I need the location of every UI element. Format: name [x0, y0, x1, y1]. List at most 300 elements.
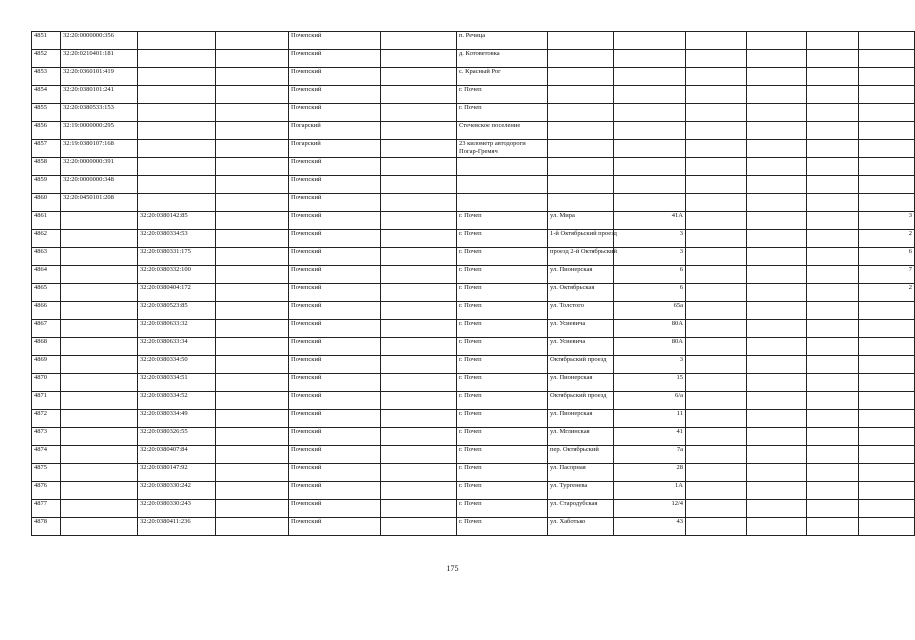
- cell-empty-col: [216, 248, 289, 266]
- cell-empty-col: [216, 68, 289, 86]
- cell-empty-col: [807, 284, 859, 302]
- cell-cadastral-number-old: 32:20:0380533:153: [61, 104, 138, 122]
- cell-district: Почепский: [289, 32, 381, 50]
- cell-district: Погарский: [289, 140, 381, 158]
- cell-street: [548, 194, 614, 212]
- cell-row-number: 4860: [32, 194, 61, 212]
- cell-empty-col: [747, 158, 807, 176]
- cell-cadastral-number-old: 32:20:0000000:356: [61, 32, 138, 50]
- cell-empty-col: [381, 176, 457, 194]
- cell-row-number: 4865: [32, 284, 61, 302]
- cell-district: Почепский: [289, 320, 381, 338]
- cell-cadastral-number: [138, 194, 216, 212]
- cell-empty-col: [747, 392, 807, 410]
- cell-row-number: 4867: [32, 320, 61, 338]
- cell-empty-col: [747, 230, 807, 248]
- table-row: [32, 410, 915, 428]
- cell-empty-col: [686, 446, 747, 464]
- cell-locality: г. Почеп: [457, 410, 548, 428]
- cell-locality: г. Почеп: [457, 212, 548, 230]
- cell-extra-number: [859, 446, 915, 464]
- cell-empty-col: [686, 122, 747, 140]
- cell-empty-col: [807, 518, 859, 536]
- cell-row-number: 4871: [32, 392, 61, 410]
- cell-empty-col: [807, 32, 859, 50]
- cell-empty-col: [747, 194, 807, 212]
- cell-street: ул. Хаботько: [548, 518, 614, 536]
- cell-locality: г. Почеп: [457, 356, 548, 374]
- cell-empty-col: [807, 482, 859, 500]
- cell-row-number: 4863: [32, 248, 61, 266]
- cell-row-number: 4862: [32, 230, 61, 248]
- cell-locality: г. Почеп: [457, 482, 548, 500]
- cell-empty-col: [807, 392, 859, 410]
- cell-empty-col: [807, 374, 859, 392]
- cell-row-number: 4870: [32, 374, 61, 392]
- cell-extra-number: [859, 122, 915, 140]
- cell-extra-number: [859, 464, 915, 482]
- cell-locality: г. Почеп: [457, 338, 548, 356]
- cell-house-number: 15: [614, 374, 686, 392]
- cell-street: ул. Пионерская: [548, 374, 614, 392]
- cell-cadastral-number-old: 32:20:0360101:419: [61, 68, 138, 86]
- cell-empty-col: [686, 428, 747, 446]
- cell-extra-number: 6: [859, 248, 915, 266]
- cell-cadastral-number-old: [61, 428, 138, 446]
- cell-street: ул. Пасорная: [548, 464, 614, 482]
- table-row: [32, 446, 915, 464]
- cell-cadastral-number-old: [61, 302, 138, 320]
- cell-empty-col: [747, 248, 807, 266]
- cell-empty-col: [381, 50, 457, 68]
- cell-row-number: 4854: [32, 86, 61, 104]
- cell-locality: г. Почеп: [457, 86, 548, 104]
- cell-cadastral-number-old: [61, 374, 138, 392]
- cell-street: [548, 140, 614, 158]
- cell-row-number: 4855: [32, 104, 61, 122]
- cell-cadastral-number-old: [61, 356, 138, 374]
- cell-empty-col: [381, 338, 457, 356]
- table-row: [32, 284, 915, 302]
- table-row: [32, 266, 915, 284]
- cell-empty-col: [686, 392, 747, 410]
- cell-row-number: 4853: [32, 68, 61, 86]
- cell-empty-col: [216, 32, 289, 50]
- cell-locality: г. Почеп: [457, 266, 548, 284]
- cell-cadastral-number-old: [61, 338, 138, 356]
- cell-empty-col: [216, 320, 289, 338]
- cell-empty-col: [747, 176, 807, 194]
- table-row: [32, 518, 915, 536]
- cell-street: ул. Пионерская: [548, 410, 614, 428]
- cell-extra-number: [859, 158, 915, 176]
- cell-row-number: 4866: [32, 302, 61, 320]
- cell-cadastral-number: 32:20:0380334:53: [138, 230, 216, 248]
- cell-empty-col: [216, 338, 289, 356]
- cell-cadastral-number-old: [61, 392, 138, 410]
- cell-locality: п. Речица: [457, 32, 548, 50]
- cell-locality: г. Почеп: [457, 302, 548, 320]
- cell-empty-col: [747, 140, 807, 158]
- cell-district: Почепский: [289, 482, 381, 500]
- table-row: [32, 122, 915, 140]
- cell-empty-col: [807, 230, 859, 248]
- cell-house-number: 7а: [614, 446, 686, 464]
- cell-row-number: 4859: [32, 176, 61, 194]
- cell-empty-col: [686, 500, 747, 518]
- cell-extra-number: [859, 482, 915, 500]
- cell-house-number: [614, 68, 686, 86]
- cell-row-number: 4861: [32, 212, 61, 230]
- cell-empty-col: [686, 320, 747, 338]
- cell-empty-col: [807, 104, 859, 122]
- cell-empty-col: [216, 428, 289, 446]
- cell-empty-col: [747, 104, 807, 122]
- cell-empty-col: [807, 194, 859, 212]
- cell-empty-col: [686, 50, 747, 68]
- cell-district: Почепский: [289, 338, 381, 356]
- cell-district: Почепский: [289, 284, 381, 302]
- cell-house-number: 65а: [614, 302, 686, 320]
- cell-empty-col: [216, 158, 289, 176]
- cell-cadastral-number: 32:20:0380147:92: [138, 464, 216, 482]
- cell-row-number: 4864: [32, 266, 61, 284]
- cell-cadastral-number: 32:20:0380326:55: [138, 428, 216, 446]
- table-row: [32, 464, 915, 482]
- cell-empty-col: [686, 104, 747, 122]
- cell-empty-col: [807, 248, 859, 266]
- cell-empty-col: [216, 104, 289, 122]
- cell-empty-col: [381, 284, 457, 302]
- cell-locality: Стечевское поселение: [457, 122, 548, 140]
- cell-district: Погарский: [289, 122, 381, 140]
- cell-empty-col: [747, 86, 807, 104]
- cell-cadastral-number-old: 32:20:0000000:391: [61, 158, 138, 176]
- cell-empty-col: [216, 410, 289, 428]
- cell-cadastral-number-old: 32:20:0210401:181: [61, 50, 138, 68]
- cell-house-number: 6/а: [614, 392, 686, 410]
- cell-extra-number: 2: [859, 230, 915, 248]
- cell-empty-col: [381, 446, 457, 464]
- cell-street: Октябрьский проезд: [548, 392, 614, 410]
- cell-locality: [457, 194, 548, 212]
- cell-empty-col: [381, 392, 457, 410]
- cell-district: Почепский: [289, 176, 381, 194]
- cell-street: [548, 158, 614, 176]
- cell-cadastral-number: 32:20:0380407:84: [138, 446, 216, 464]
- cell-cadastral-number: 32:20:0380633:34: [138, 338, 216, 356]
- cell-cadastral-number-old: [61, 518, 138, 536]
- cell-empty-col: [381, 482, 457, 500]
- cell-district: Почепский: [289, 158, 381, 176]
- cell-empty-col: [686, 248, 747, 266]
- cell-cadastral-number: 32:20:0380142:85: [138, 212, 216, 230]
- cell-street: 1-й Октябрьский проезд: [548, 230, 614, 248]
- cell-empty-col: [216, 374, 289, 392]
- cell-cadastral-number-old: [61, 410, 138, 428]
- cell-row-number: 4857: [32, 140, 61, 158]
- table-row: [32, 482, 915, 500]
- cell-empty-col: [686, 302, 747, 320]
- cell-empty-col: [686, 266, 747, 284]
- cell-district: Почепский: [289, 230, 381, 248]
- cell-locality: 23 километр автодороги Погар-Гремяч: [457, 140, 548, 158]
- cell-row-number: 4875: [32, 464, 61, 482]
- cell-locality: г. Почеп: [457, 392, 548, 410]
- cell-district: Почепский: [289, 392, 381, 410]
- cell-street: ул. Пионерская: [548, 266, 614, 284]
- cell-empty-col: [686, 32, 747, 50]
- cell-cadastral-number: [138, 122, 216, 140]
- cell-cadastral-number-old: 32:20:0000000:348: [61, 176, 138, 194]
- cell-empty-col: [381, 320, 457, 338]
- cell-row-number: 4869: [32, 356, 61, 374]
- cell-empty-col: [807, 410, 859, 428]
- cell-extra-number: [859, 410, 915, 428]
- cell-row-number: 4851: [32, 32, 61, 50]
- cell-cadastral-number: 32:20:0380411:236: [138, 518, 216, 536]
- cell-locality: г. Почеп: [457, 446, 548, 464]
- cell-empty-col: [216, 392, 289, 410]
- table-row: [32, 374, 915, 392]
- cell-empty-col: [381, 230, 457, 248]
- cell-empty-col: [216, 518, 289, 536]
- cell-extra-number: [859, 392, 915, 410]
- cell-empty-col: [381, 410, 457, 428]
- cell-street: ул. Мглинская: [548, 428, 614, 446]
- cell-empty-col: [807, 464, 859, 482]
- cell-cadastral-number-old: [61, 212, 138, 230]
- cell-street: [548, 122, 614, 140]
- cell-extra-number: [859, 50, 915, 68]
- cell-street: ул. Толстого: [548, 302, 614, 320]
- cell-street: ул. Мира: [548, 212, 614, 230]
- cell-empty-col: [747, 428, 807, 446]
- cell-street: [548, 104, 614, 122]
- cell-house-number: 41: [614, 428, 686, 446]
- table-row: [32, 320, 915, 338]
- cell-empty-col: [747, 446, 807, 464]
- cell-empty-col: [381, 374, 457, 392]
- cell-empty-col: [381, 518, 457, 536]
- table-row: [32, 356, 915, 374]
- cell-cadastral-number: 32:20:0380331:175: [138, 248, 216, 266]
- cell-extra-number: 3: [859, 212, 915, 230]
- cell-street: [548, 32, 614, 50]
- cell-house-number: 1А: [614, 482, 686, 500]
- cell-cadastral-number: [138, 158, 216, 176]
- cell-empty-col: [686, 482, 747, 500]
- cell-house-number: 3: [614, 356, 686, 374]
- cell-empty-col: [381, 194, 457, 212]
- cell-empty-col: [747, 338, 807, 356]
- cell-empty-col: [686, 338, 747, 356]
- cell-cadastral-number: [138, 50, 216, 68]
- cell-cadastral-number-old: 32:20:0380101:241: [61, 86, 138, 104]
- cell-extra-number: [859, 140, 915, 158]
- cell-empty-col: [381, 464, 457, 482]
- cell-empty-col: [686, 464, 747, 482]
- cell-empty-col: [747, 356, 807, 374]
- cell-street: проезд 2-й Октябрьский: [548, 248, 614, 266]
- cell-empty-col: [381, 356, 457, 374]
- cell-empty-col: [807, 500, 859, 518]
- cell-empty-col: [216, 230, 289, 248]
- cell-house-number: 12/4: [614, 500, 686, 518]
- cell-house-number: [614, 194, 686, 212]
- cell-empty-col: [686, 86, 747, 104]
- cell-empty-col: [381, 302, 457, 320]
- cell-empty-col: [807, 320, 859, 338]
- cell-extra-number: 2: [859, 284, 915, 302]
- cell-empty-col: [807, 158, 859, 176]
- cell-locality: г. Почеп: [457, 518, 548, 536]
- cell-cadastral-number: 32:20:0380404:172: [138, 284, 216, 302]
- cell-house-number: [614, 158, 686, 176]
- table-row: [32, 302, 915, 320]
- cell-empty-col: [747, 212, 807, 230]
- cell-empty-col: [807, 428, 859, 446]
- cell-empty-col: [381, 122, 457, 140]
- cell-district: Почепский: [289, 194, 381, 212]
- cell-cadastral-number: [138, 86, 216, 104]
- cell-extra-number: [859, 356, 915, 374]
- cell-empty-col: [747, 32, 807, 50]
- cell-empty-col: [807, 338, 859, 356]
- cell-extra-number: 7: [859, 266, 915, 284]
- cell-district: Почепский: [289, 500, 381, 518]
- cell-cadastral-number-old: [61, 284, 138, 302]
- cell-empty-col: [686, 410, 747, 428]
- cell-extra-number: [859, 374, 915, 392]
- cell-locality: г. Почеп: [457, 248, 548, 266]
- cell-locality: д. Котоветовка: [457, 50, 548, 68]
- table-row: [32, 338, 915, 356]
- cell-district: Почепский: [289, 518, 381, 536]
- cell-empty-col: [216, 284, 289, 302]
- cell-empty-col: [216, 50, 289, 68]
- cell-district: Почепский: [289, 302, 381, 320]
- cell-locality: г. Почеп: [457, 320, 548, 338]
- cell-empty-col: [381, 86, 457, 104]
- cell-empty-col: [381, 266, 457, 284]
- cell-district: Почепский: [289, 86, 381, 104]
- cell-cadastral-number: [138, 104, 216, 122]
- table-row: [32, 50, 915, 68]
- cell-district: Почепский: [289, 446, 381, 464]
- cell-locality: г. Почеп: [457, 230, 548, 248]
- cell-empty-col: [381, 104, 457, 122]
- cell-empty-col: [747, 50, 807, 68]
- cell-district: Почепский: [289, 410, 381, 428]
- cell-cadastral-number: [138, 68, 216, 86]
- cell-locality: [457, 158, 548, 176]
- cell-empty-col: [381, 500, 457, 518]
- cell-empty-col: [807, 122, 859, 140]
- cell-extra-number: [859, 86, 915, 104]
- cell-house-number: [614, 32, 686, 50]
- cell-row-number: 4873: [32, 428, 61, 446]
- cell-house-number: [614, 122, 686, 140]
- cell-locality: г. Почеп: [457, 374, 548, 392]
- cell-row-number: 4858: [32, 158, 61, 176]
- cell-extra-number: [859, 32, 915, 50]
- table-row: [32, 392, 915, 410]
- table-row: [32, 158, 915, 176]
- cell-empty-col: [807, 68, 859, 86]
- cell-district: Почепский: [289, 428, 381, 446]
- cell-cadastral-number: 32:20:0380330:242: [138, 482, 216, 500]
- cell-row-number: 4872: [32, 410, 61, 428]
- cell-empty-col: [381, 32, 457, 50]
- cell-empty-col: [686, 194, 747, 212]
- cell-extra-number: [859, 68, 915, 86]
- table-row: [32, 248, 915, 266]
- cell-row-number: 4868: [32, 338, 61, 356]
- cell-cadastral-number-old: 32:19:0000000:295: [61, 122, 138, 140]
- cell-cadastral-number-old: 32:19:0380107:168: [61, 140, 138, 158]
- cell-street: ул. Тургенева: [548, 482, 614, 500]
- registry-body: [32, 32, 915, 536]
- cell-extra-number: [859, 338, 915, 356]
- cell-cadastral-number: 32:20:0380633:32: [138, 320, 216, 338]
- cell-cadastral-number-old: [61, 266, 138, 284]
- cell-house-number: 80А: [614, 338, 686, 356]
- cell-locality: г. Почеп: [457, 104, 548, 122]
- cell-district: Почепский: [289, 248, 381, 266]
- cell-empty-col: [807, 302, 859, 320]
- table-row: [32, 500, 915, 518]
- cell-cadastral-number-old: [61, 230, 138, 248]
- cell-locality: г. Почеп: [457, 464, 548, 482]
- cell-empty-col: [807, 212, 859, 230]
- cell-cadastral-number-old: [61, 446, 138, 464]
- cell-empty-col: [686, 140, 747, 158]
- cell-house-number: 43: [614, 518, 686, 536]
- cell-row-number: 4874: [32, 446, 61, 464]
- cell-street: ул. Усиевича: [548, 338, 614, 356]
- cell-empty-col: [747, 266, 807, 284]
- cell-empty-col: [381, 68, 457, 86]
- cell-cadastral-number-old: [61, 464, 138, 482]
- cell-extra-number: [859, 104, 915, 122]
- table-row: [32, 86, 915, 104]
- cell-empty-col: [686, 68, 747, 86]
- cell-extra-number: [859, 500, 915, 518]
- cell-empty-col: [686, 176, 747, 194]
- cell-cadastral-number: [138, 176, 216, 194]
- cell-house-number: [614, 104, 686, 122]
- cell-district: Почепский: [289, 374, 381, 392]
- cell-empty-col: [216, 500, 289, 518]
- cell-empty-col: [216, 176, 289, 194]
- cell-cadastral-number: 32:20:0380334:50: [138, 356, 216, 374]
- cell-row-number: 4852: [32, 50, 61, 68]
- cell-empty-col: [381, 158, 457, 176]
- cell-empty-col: [747, 302, 807, 320]
- cell-row-number: 4877: [32, 500, 61, 518]
- cell-cadastral-number: [138, 140, 216, 158]
- cell-empty-col: [747, 122, 807, 140]
- cell-locality: г. Почеп: [457, 500, 548, 518]
- cell-cadastral-number-old: [61, 500, 138, 518]
- cell-empty-col: [807, 86, 859, 104]
- cell-empty-col: [747, 284, 807, 302]
- cell-row-number: 4876: [32, 482, 61, 500]
- cell-cadastral-number: 32:20:0380332:100: [138, 266, 216, 284]
- cell-street: Октябрьский проезд: [548, 356, 614, 374]
- cell-cadastral-number: 32:20:0380523:85: [138, 302, 216, 320]
